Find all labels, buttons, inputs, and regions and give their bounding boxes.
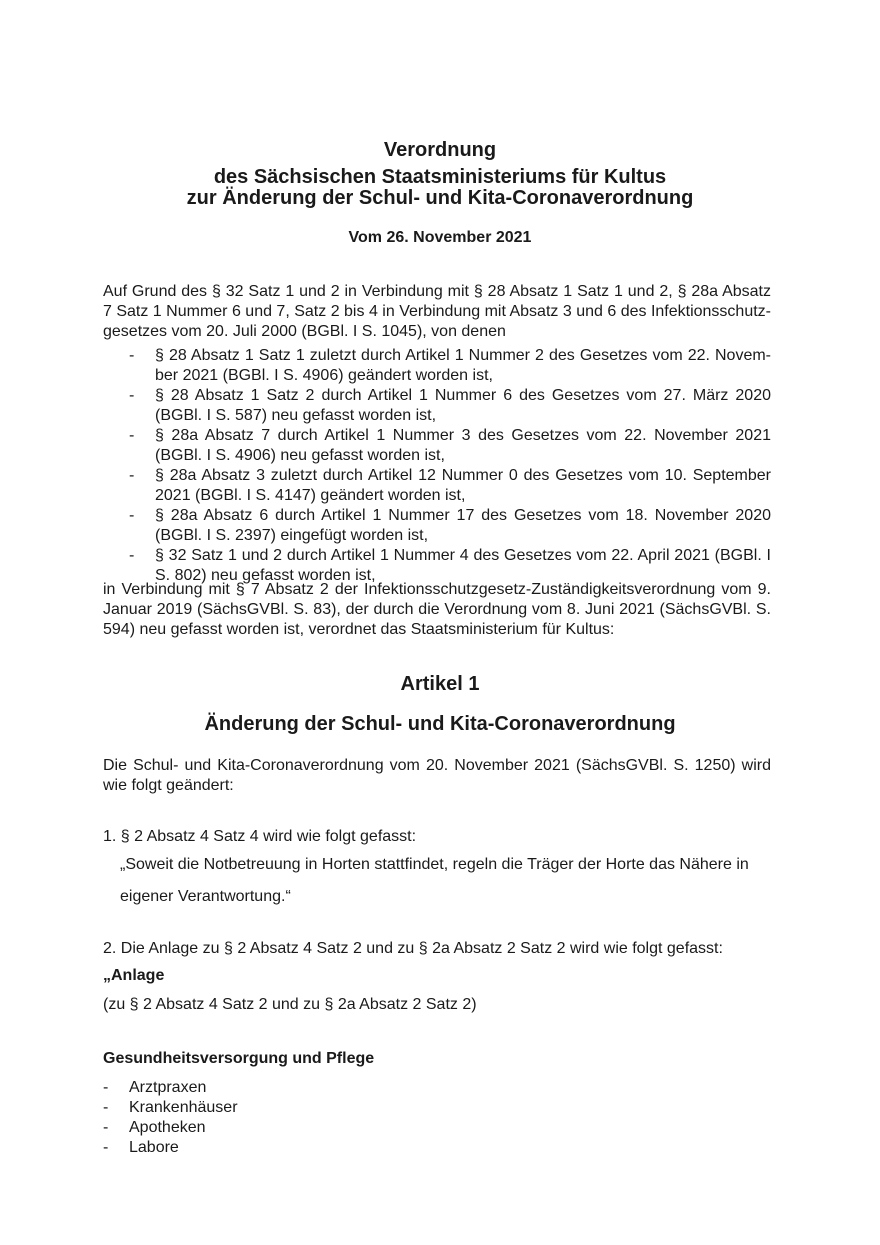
list-item [103,1098,503,1118]
list-item-text: § 28a Absatz 3 zuletzt durch Artikel 12 Nummer 0 des Gesetzes vom 10. September 2021 (BGBl. I S. 4147) geändert worden ist, [155,467,771,504]
list-item-text: § 32 Satz 1 und 2 durch Artikel 1 Nummer 4 des Gesetzes vom 22. April 2021 (BGBl. I S. 802) neu gefasst worden ist, [155,547,771,584]
section-list [103,1078,503,1158]
list-dash: - [129,467,135,484]
list-item [103,346,771,386]
list-item-text: Apotheken [129,1119,206,1136]
list-item-text: § 28 Absatz 1 Satz 2 durch Artikel 1 Nummer 6 des Gesetzes vom 27. März 2020 (BGBl. I S. 587) neu gefasst worden ist, [155,387,771,424]
list-item [103,1138,503,1158]
list-item [103,466,771,506]
preamble-list [103,346,771,586]
title-line-1: Verordnung [383,139,497,161]
anlage-reference: (zu § 2 Absatz 4 Satz 2 und zu § 2a Absatz 2 Satz 2) [103,996,477,1013]
list-item [103,426,771,466]
preamble-closing: in Verbindung mit § 7 Absatz 2 der Infektionsschutzgesetz-Zuständigkeitsverordnung vom 9. Januar 2019 (SächsGVBl. S. 83), der durch die Verordnung vom 8. Juni 2021 (SächsGVBl. S. 594) neu gefasst worden ist, verordnet das Staatsministerium für Kultus: [103,581,771,638]
list-dash: - [129,347,135,364]
list-item-text: Krankenhäuser [129,1099,238,1116]
title-line-2: des Sächsischen Staatsministeriums für Kultus [213,166,667,188]
list-dash: - [129,507,135,524]
list-dash: - [129,427,135,444]
list-dash: - [103,1119,109,1136]
list-dash: - [103,1079,109,1096]
list-dash: - [103,1139,109,1156]
section-heading: Gesundheitsversorgung und Pflege [103,1050,375,1067]
preamble-intro: Auf Grund des § 32 Satz 1 und 2 in Verbindung mit § 28 Absatz 1 Satz 1 und 2, § 28a Absatz 7 Satz 1 Nummer 6 und 7, Satz 2 bis 4 in Verbindung mit Absatz 3 und 6 des Infektionsschutzgesetzes vom 20. Juli 2000 (BGBl. I S. 1045), von denen [103,283,771,340]
amendment-2: 2. Die Anlage zu § 2 Absatz 4 Satz 2 und zu § 2a Absatz 2 Satz 2 wird wie folgt gefasst: [103,940,723,957]
title-line-3: zur Änderung der Schul- und Kita-Coronaverordnung [186,187,694,209]
list-dash: - [103,1099,109,1116]
article-number: Artikel 1 [400,673,480,695]
list-item-text: § 28a Absatz 6 durch Artikel 1 Nummer 17 des Gesetzes vom 18. November 2020 (BGBl. I S. 2397) eingefügt worden ist, [155,507,771,544]
list-item [103,386,771,426]
document-date: Vom 26. November 2021 [348,229,532,246]
article-intro: Die Schul- und Kita-Coronaverordnung vom 20. November 2021 (SächsGVBl. S. 1250) wird wie folgt geändert: [103,757,771,794]
list-item-text: Labore [129,1139,179,1156]
list-item [103,506,771,546]
amendment-1: 1. § 2 Absatz 4 Satz 4 wird wie folgt gefasst: [103,828,417,845]
list-item [103,1118,503,1138]
list-dash: - [129,387,135,404]
list-item [103,1078,503,1098]
list-dash: - [129,547,135,564]
article-heading: Änderung der Schul- und Kita-Coronaverordnung [204,713,676,735]
amendment-1-quote: „Soweit die Notbetreuung in Horten stattfindet, regeln die Träger der Horte das Nähere in eigener Verantwortung.“ [120,856,749,905]
anlage-title: „Anlage [103,967,165,984]
list-item-text: Arztpraxen [129,1079,207,1096]
list-item-text: § 28a Absatz 7 durch Artikel 1 Nummer 3 des Gesetzes vom 22. November 2021 (BGBl. I S. 4906) neu gefasst worden ist, [155,427,771,464]
list-item-text: § 28 Absatz 1 Satz 1 zuletzt durch Artikel 1 Nummer 2 des Gesetzes vom 22. November 2021 (BGBl. I S. 4906) geändert worden ist, [155,347,771,384]
